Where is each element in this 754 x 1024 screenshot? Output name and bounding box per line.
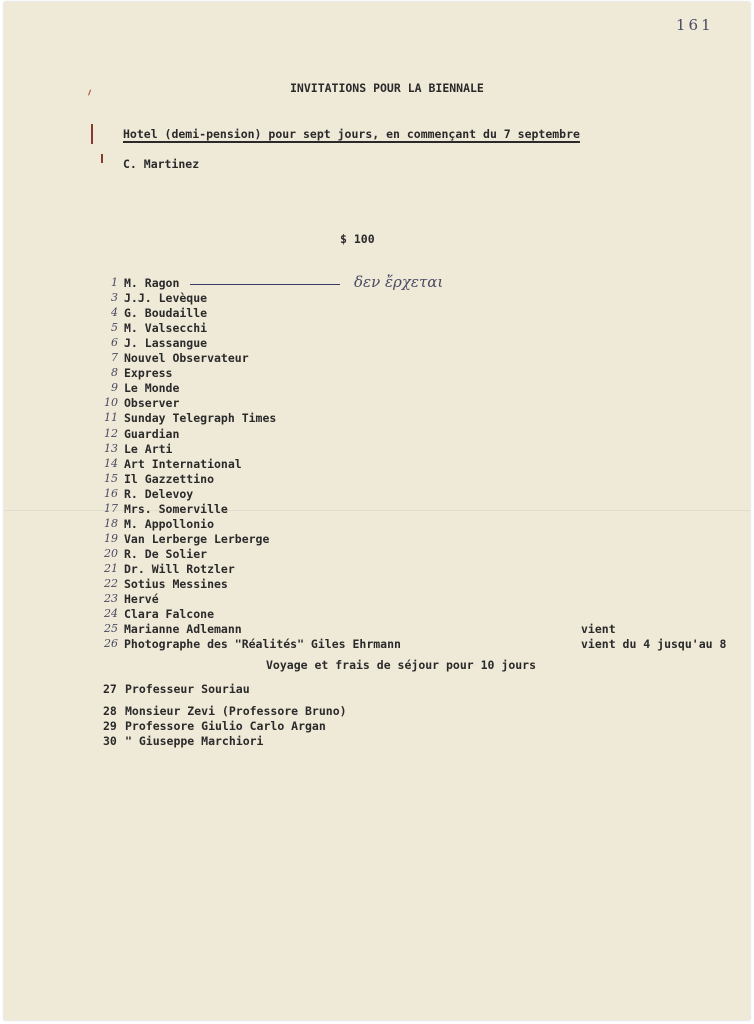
invitee-name: Van Lerberge Lerberge [124,531,270,546]
strike-line [190,284,340,285]
invitee-name: Le Monde [124,381,180,396]
row-number: 27 [103,682,117,696]
professor-name: Monsieur Zevi (Professore Bruno) [125,704,347,718]
row-number: 9 [111,381,118,395]
row-number: 11 [104,411,118,425]
professor-name: Professeur Souriau [125,682,250,696]
margin-mark [88,89,94,96]
row-number: 23 [104,592,118,606]
invitee-name: R. De Solier [124,546,208,561]
invitee-name: Il Gazzettino [124,471,215,486]
document-title: INVITATIONS POUR LA BIENNALE [290,81,484,95]
invitee-name: M. Valsecchi [124,321,208,336]
invitee-name: Marianne Adlemann [124,622,242,637]
invitee-name: J.J. Levèque [124,291,208,306]
invitee-name: Art International [124,456,242,471]
row-number: 5 [111,321,118,335]
invitee-name: Express [124,366,173,381]
invitee-name: R. Delevoy [124,486,194,501]
row-number: 8 [111,366,118,380]
invitee-name: G. Boudaille [124,306,208,321]
row-number: 24 [104,607,118,621]
invitee-name: Mrs. Somerville [124,501,228,516]
invitee-name: Guardian [124,426,180,441]
professor-name: " Giuseppe Marchiori [125,734,264,748]
invitee-name: Observer [124,396,180,411]
invitee-name: Photographe des "Réalités" Giles Ehrmann [124,637,401,652]
row-number: 18 [104,516,118,530]
invitee-name: Nouvel Observateur [124,351,249,366]
row-number: 10 [104,396,118,410]
row-number: 25 [104,622,118,636]
row-number: 14 [104,456,118,470]
organizer-name: C. Martinez [123,157,200,171]
row-number: 15 [104,471,118,485]
row-number: 6 [111,336,118,350]
row-number: 4 [111,306,118,320]
professor-name: Professore Giulio Carlo Argan [125,719,326,733]
section-title: Voyage et frais de séjour pour 10 jours [266,658,537,672]
row-number: 29 [103,719,117,733]
invitee-name: M. Appollonio [124,516,215,531]
row-number: 17 [104,501,118,515]
invitee-name: Clara Falcone [124,607,215,622]
row-number: 30 [103,734,117,748]
row-number: 20 [104,546,118,560]
invitee-name: Sunday Telegraph Times [124,411,277,426]
invitee-name: Le Arti [124,441,173,456]
document-page [4,2,750,1020]
document-subtitle: Hotel (demi-pension) pour sept jours, en commençant du 7 septembre [123,127,580,141]
row-number: 12 [104,426,118,440]
handwritten-annotation: δεν ἔρχεται [354,273,444,291]
row-number: 3 [111,291,118,305]
invitee-name: Hervé [124,592,159,607]
row-number: 22 [104,577,118,590]
row-number: 26 [104,637,118,651]
page-number: 161 [676,16,714,34]
margin-mark [91,124,93,144]
row-number: 21 [104,561,118,575]
row-number: 1 [111,276,118,289]
row-number: 28 [103,704,117,718]
margin-mark [101,154,103,163]
invitee-name: J. Lassangue [124,336,208,351]
invitee-note: vient [581,622,616,637]
invitee-note: vient du 4 jusqu'au 8 [581,637,727,652]
invitee-name: Sotius Messines [124,577,228,591]
row-number: 19 [104,531,118,545]
row-number: 13 [104,441,118,455]
row-number: 16 [104,486,118,500]
row-number: 7 [111,351,118,365]
invitee-name: M. Ragon [124,276,180,290]
amount: $ 100 [340,232,375,246]
invitee-name: Dr. Will Rotzler [124,561,235,576]
